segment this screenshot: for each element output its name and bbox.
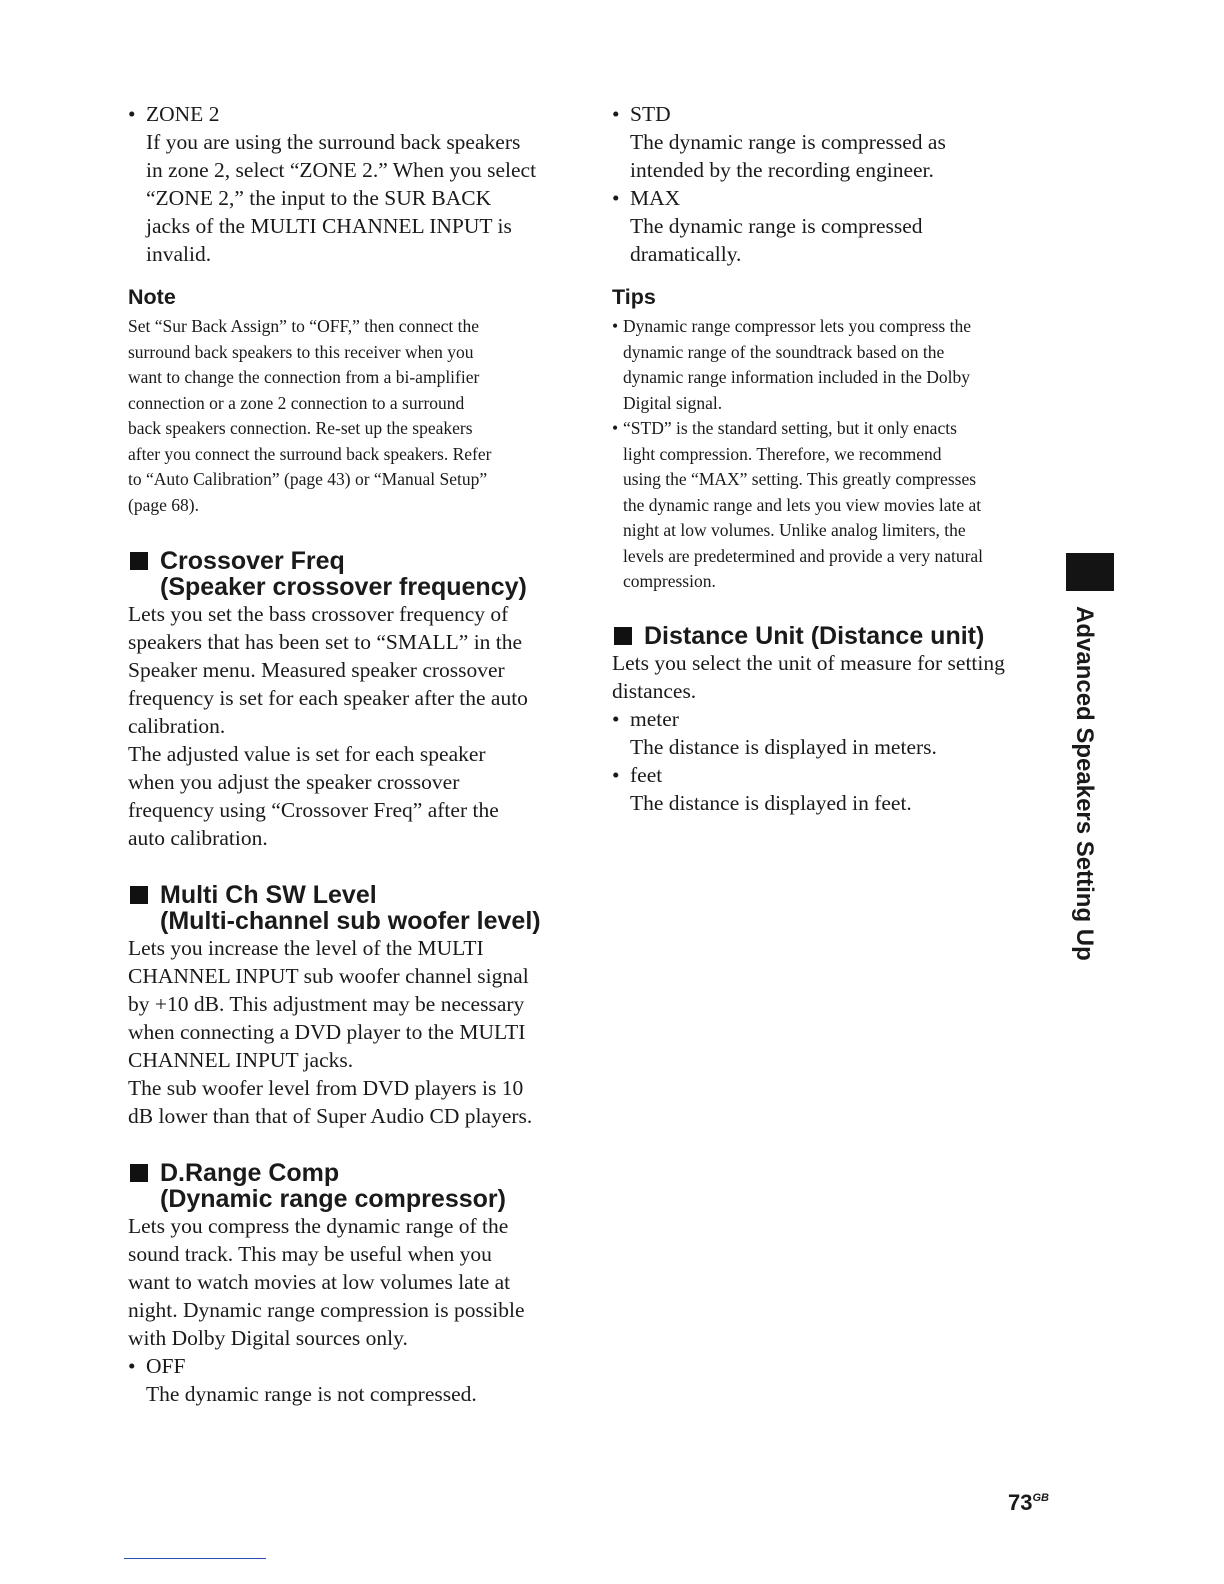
text-line: sound track. This may be useful when you [128, 1242, 492, 1266]
feet-description: The distance is displayed in feet. [630, 790, 912, 815]
text-line: dramatically. [630, 242, 742, 266]
tips-heading: Tips [612, 285, 656, 309]
text-line: Lets you set the bass crossover frequency of [128, 602, 509, 626]
crossover-body [128, 600, 568, 852]
crossover-heading [128, 548, 568, 600]
heading-line: Crossover Freq [160, 547, 345, 575]
text-line: when you adjust the speaker crossover [128, 770, 460, 794]
page-number-suffix: GB [1032, 1492, 1049, 1504]
page-number [1008, 1486, 1049, 1515]
tip-line: compression. [623, 571, 716, 591]
text-line: jacks of the MULTI CHANNEL INPUT is [146, 214, 512, 238]
tip-line: levels are predetermined and provide a very natural [623, 545, 984, 566]
text-line: when connecting a DVD player to the MULTI [128, 1020, 526, 1044]
text-line: Lets you compress the dynamic range of the [128, 1214, 509, 1238]
text-line: surround back speakers to this receiver when you [128, 341, 474, 362]
meter-bullet: • meter [612, 706, 679, 731]
text-line: in zone 2, select “ZONE 2.” When you select [146, 158, 537, 182]
text-line: by +10 dB. This adjustment may be necessary [128, 992, 525, 1016]
multich-heading [128, 882, 568, 934]
page-number-value: 73 [1008, 1490, 1033, 1515]
text-line: invalid. [146, 242, 212, 266]
text-line: Lets you select the unit of measure for setting [612, 650, 1005, 675]
std-bullet: • STD [612, 102, 671, 126]
text-line: The adjusted value is set for each speaker [128, 742, 486, 766]
tip-line: dynamic range information included in the Dolby [623, 367, 970, 387]
text-line: The sub woofer level from DVD players is 10 [128, 1076, 524, 1100]
text-line: The dynamic range is compressed as [630, 130, 946, 154]
text-line: Lets you increase the level of the MULTI [128, 936, 484, 960]
tip-1 [612, 314, 1052, 416]
text-line: back speakers connection. Re-set up the speakers [128, 418, 473, 438]
left-column [128, 100, 568, 1408]
tip-line: • “STD” is the standard setting, but it only enacts [612, 418, 957, 438]
zone2-description [128, 128, 568, 268]
note-body [128, 314, 568, 518]
tip-line: the dynamic range and lets you view movies late at [623, 494, 982, 515]
distance-body [612, 649, 1052, 817]
meter-description: The distance is displayed in meters. [630, 734, 937, 759]
bottom-rule-line [124, 1558, 266, 1559]
tip-line: • Dynamic range compressor lets you compress the [612, 316, 971, 336]
drange-body [128, 1212, 568, 1408]
tip-line: light compression. Therefore, we recommend [623, 443, 942, 464]
text-line: frequency using “Crossover Freq” after the [128, 798, 499, 822]
text-line: dB lower than that of Super Audio CD players. [128, 1104, 533, 1128]
max-description [612, 212, 1052, 268]
note-heading: Note [128, 285, 176, 309]
heading-line: D.Range Comp [160, 1159, 340, 1187]
tip-line: using the “MAX” setting. This greatly compresses [623, 469, 977, 489]
heading-line: (Speaker crossover frequency) [160, 573, 527, 601]
max-bullet: • MAX [612, 186, 681, 210]
text-line: (page 68). [128, 494, 199, 515]
heading-line: Distance Unit (Distance unit) [644, 621, 985, 650]
tip-2 [612, 416, 1052, 595]
text-line: to “Auto Calibration” (page 43) or “Manual Setup” [128, 469, 488, 489]
text-line: night. Dynamic range compression is possible [128, 1298, 525, 1322]
text-line: Speaker menu. Measured speaker crossover [128, 658, 505, 682]
square-bullet-icon [130, 886, 148, 904]
square-bullet-icon [130, 552, 148, 570]
text-line: want to watch movies at low volumes late at [128, 1270, 511, 1294]
drange-heading [128, 1160, 568, 1212]
chapter-tab-marker [1066, 553, 1114, 591]
multich-body [128, 934, 568, 1130]
text-line: Set “Sur Back Assign” to “OFF,” then connect the [128, 316, 479, 336]
heading-line: (Multi-channel sub woofer level) [160, 907, 541, 935]
chapter-side-label: Advanced Speakers Setting Up [1071, 606, 1098, 961]
off-bullet: • OFF [128, 1354, 186, 1378]
text-line: calibration. [128, 714, 226, 738]
text-line: want to change the connection from a bi-amplifier [128, 367, 480, 387]
text-line: CHANNEL INPUT jacks. [128, 1048, 354, 1072]
text-line: CHANNEL INPUT sub woofer channel signal [128, 964, 529, 988]
square-bullet-icon [614, 627, 632, 645]
text-line: “ZONE 2,” the input to the SUR BACK [146, 186, 492, 210]
square-bullet-icon [130, 1164, 148, 1182]
text-line: If you are using the surround back speakers [146, 130, 521, 154]
text-line: with Dolby Digital sources only. [128, 1326, 408, 1350]
feet-bullet: • feet [612, 762, 663, 787]
tip-line: dynamic range of the soundtrack based on the [623, 341, 945, 362]
heading-line: (Dynamic range compressor) [160, 1185, 506, 1213]
heading-line: Multi Ch SW Level [160, 881, 377, 909]
text-line: after you connect the surround back speakers. Refer [128, 443, 492, 464]
text-line: auto calibration. [128, 826, 268, 850]
off-description: The dynamic range is not compressed. [146, 1382, 477, 1406]
std-description [612, 128, 1052, 184]
text-line: intended by the recording engineer. [630, 158, 934, 182]
text-line: connection or a zone 2 connection to a surround [128, 392, 465, 413]
distance-heading [612, 623, 1052, 649]
tip-line: night at low volumes. Unlike analog limiters, the [623, 520, 966, 540]
text-line: distances. [612, 678, 697, 703]
zone2-bullet: • ZONE 2 [128, 102, 220, 126]
text-line: The dynamic range is compressed [630, 214, 923, 238]
text-line: speakers that has been set to “SMALL” in the [128, 630, 523, 654]
tip-line: Digital signal. [623, 392, 723, 413]
right-column [612, 100, 1052, 817]
text-line: frequency is set for each speaker after the auto [128, 686, 528, 710]
